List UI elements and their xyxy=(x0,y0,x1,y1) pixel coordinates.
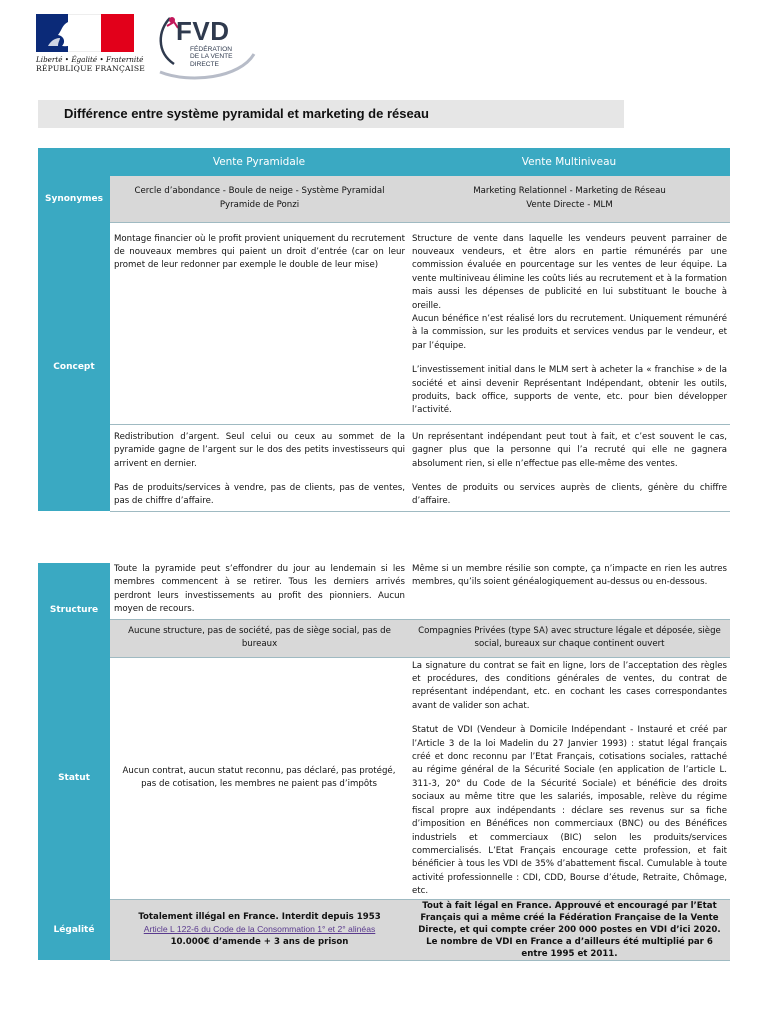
structure-pyramidale-2: Aucune structure, pas de société, pas de siège social, pas de bureaux xyxy=(110,619,408,657)
structure-multiniveau-1: Même si un membre résilie son compte, ça n’impacte en rien les autres membres, qu’ils soient généalogiquement au-dessus ou en-dessous. xyxy=(408,563,730,619)
statut-multiniveau: La signature du contrat se fait en ligne, lors de l’acceptation des règles et procédures, des conditions générales de ventes, du contrat de représentant indépendant, etc. en cochant les cases correspondantes avant de valider son achat. Statut de VDI (Vendeur à Domicile Indépendant - Instauré et créé par l’Article 3 de la loi Madelin du 27 Janvier 1993) : statut légal français créé et donc reconnu par l’Etat Français, cotisations sociales, rattaché au régime général de la Sécurité Sociale (en application de l’article L. 311-3, 20° du Code de la Sécurité Sociale) et bénéficie des droits sociaux au même titre que les salariés, imposable, relève du régime fiscal propre aux indépendants : déclare ses revenus sur sa fiche d’imposition en Bénéfices non commerciaux (BNC) ou des Bénéfices industriels et commerciaux (BIC) selon les produits/services commercialisés. L’Etat Français encourage cette profession, et fait bénéficier à tous les VDI de 35% d’abattement fiscal. Cumulable à toute activité professionnelle : CDI, CDD, Bourse d’étude, Retraite, Chômage, etc. xyxy=(408,657,730,899)
statut-pyramidale: Aucun contrat, aucun statut reconnu, pas déclaré, pas protégé, pas de cotisation, les membres ne paient pas d’impôts xyxy=(110,657,408,899)
legalite-pyramidale-line1: Totalement illégal en France. Interdit depuis 1953 xyxy=(138,912,381,923)
row-statut xyxy=(38,657,730,899)
structure-multiniveau-2: Compagnies Privées (type SA) avec structure légale et déposée, siège social, bureaux sur chaque continent ouvert xyxy=(408,619,730,657)
label-structure: Structure xyxy=(38,563,110,657)
label-statut: Statut xyxy=(38,657,110,899)
comparison-table-1 xyxy=(38,148,730,512)
row-legalite xyxy=(38,899,730,960)
legalite-pyramidale-line3: 10.000€ d’amende + 3 ans de prison xyxy=(170,937,349,948)
rf-motto: Liberté • Égalité • Fraternité xyxy=(36,55,144,64)
document-title: Différence entre système pyramidal et marketing de réseau xyxy=(64,106,429,121)
fvd-subtitle: FÉDÉRATION DE LA VENTE DIRECTE xyxy=(190,46,233,68)
label-legalite: Légalité xyxy=(38,899,110,960)
concept-pyramidale-1: Montage financier où le profit provient uniquement du recrutement de nouveaux membres qui paient un droit d’entrée (car on leur promet de leur redonner par exemple le double de leur mise) xyxy=(110,222,408,424)
header-vente-pyramidale: Vente Pyramidale xyxy=(110,148,408,176)
fvd-logo xyxy=(150,12,260,80)
row-structure-1 xyxy=(38,563,730,619)
row-concept-1 xyxy=(38,222,730,424)
row-concept-2 xyxy=(38,424,730,511)
concept-multiniveau-1: Structure de vente dans laquelle les vendeurs peuvent parrainer de nouveaux vendeurs, et être alors en partie rémunérés par une commission évaluée en pourcentage sur les ventes de leur équipe. La vente multiniveau élimine les coûts liés au recrutement et à la formation mais aussi les dépenses de publicité en lui substituant le bouche à oreille. Aucun bénéfice n’est réalisé lors du recrutement. Uniquement rémunéré à la commission, sur les produits et services vendus par le vendeur, et par l’équipe. L’investissement initial dans le MLM sert à acheter la « franchise » de la société et ainsi devenir Représentant Indépendant, obtenir les outils, produits, back office, supports de vente, etc. pour bien développer l’activité. xyxy=(408,222,730,424)
table-header-row xyxy=(38,148,730,176)
document-title-bar xyxy=(38,100,624,128)
republique-francaise-logo xyxy=(36,14,145,73)
label-concept: Concept xyxy=(38,222,110,511)
legalite-pyramidale xyxy=(110,899,408,960)
legalite-multiniveau: Tout à fait légal en France. Approuvé et encouragé par l’Etat Français qui a même créé la Fédération Française de la Vente Directe, et qui compte créer 200 000 postes en VDI d’ici 2020. Le nombre de VDI en France a d’ailleurs été multiplié par 6 entre 1995 et 2011. xyxy=(408,899,730,960)
marianne-icon xyxy=(46,20,86,48)
french-flag-icon xyxy=(36,14,134,52)
concept-pyramidale-2: Redistribution d’argent. Seul celui ou ceux au sommet de la pyramide gagne de l’argent sur le dos des petits investisseurs qui arrivent en dernier. Pas de produits/services à vendre, pas de clients, pas de ventes, pas de chiffre d’affaire. xyxy=(110,424,408,511)
label-synonymes: Synonymes xyxy=(38,176,110,222)
rf-name: RÉPUBLIQUE FRANÇAISE xyxy=(36,64,145,73)
comparison-table-2 xyxy=(38,563,730,961)
synonymes-multiniveau: Marketing Relationnel - Marketing de Réseau Vente Directe - MLM xyxy=(408,176,730,222)
synonymes-pyramidale: Cercle d’abondance - Boule de neige - Système Pyramidal Pyramide de Ponzi xyxy=(110,176,408,222)
header-vente-multiniveau: Vente Multiniveau xyxy=(408,148,730,176)
article-l122-6-link[interactable]: Article L 122-6 du Code de la Consommation 1° et 2° alinéas xyxy=(143,924,376,935)
structure-pyramidale-1: Toute la pyramide peut s’effondrer du jour au lendemain si les membres commencent à se retirer. Tous les derniers arrivés perdront leurs investissements au profit des pionniers. Aucun moyen de recours. xyxy=(110,563,408,619)
fvd-name: FVD xyxy=(176,16,230,46)
row-synonymes xyxy=(38,176,730,222)
header-empty-cell xyxy=(38,148,110,176)
row-structure-2 xyxy=(38,619,730,657)
concept-multiniveau-2: Un représentant indépendant peut tout à fait, et c’est souvent le cas, gagner plus que la personne qui l’a recruté qui elle ne gagnera absolument rien, si elle n’effectue pas elle-même des ventes. Ventes de produits ou services auprès de clients, génère du chiffre d’affaire. xyxy=(408,424,730,511)
